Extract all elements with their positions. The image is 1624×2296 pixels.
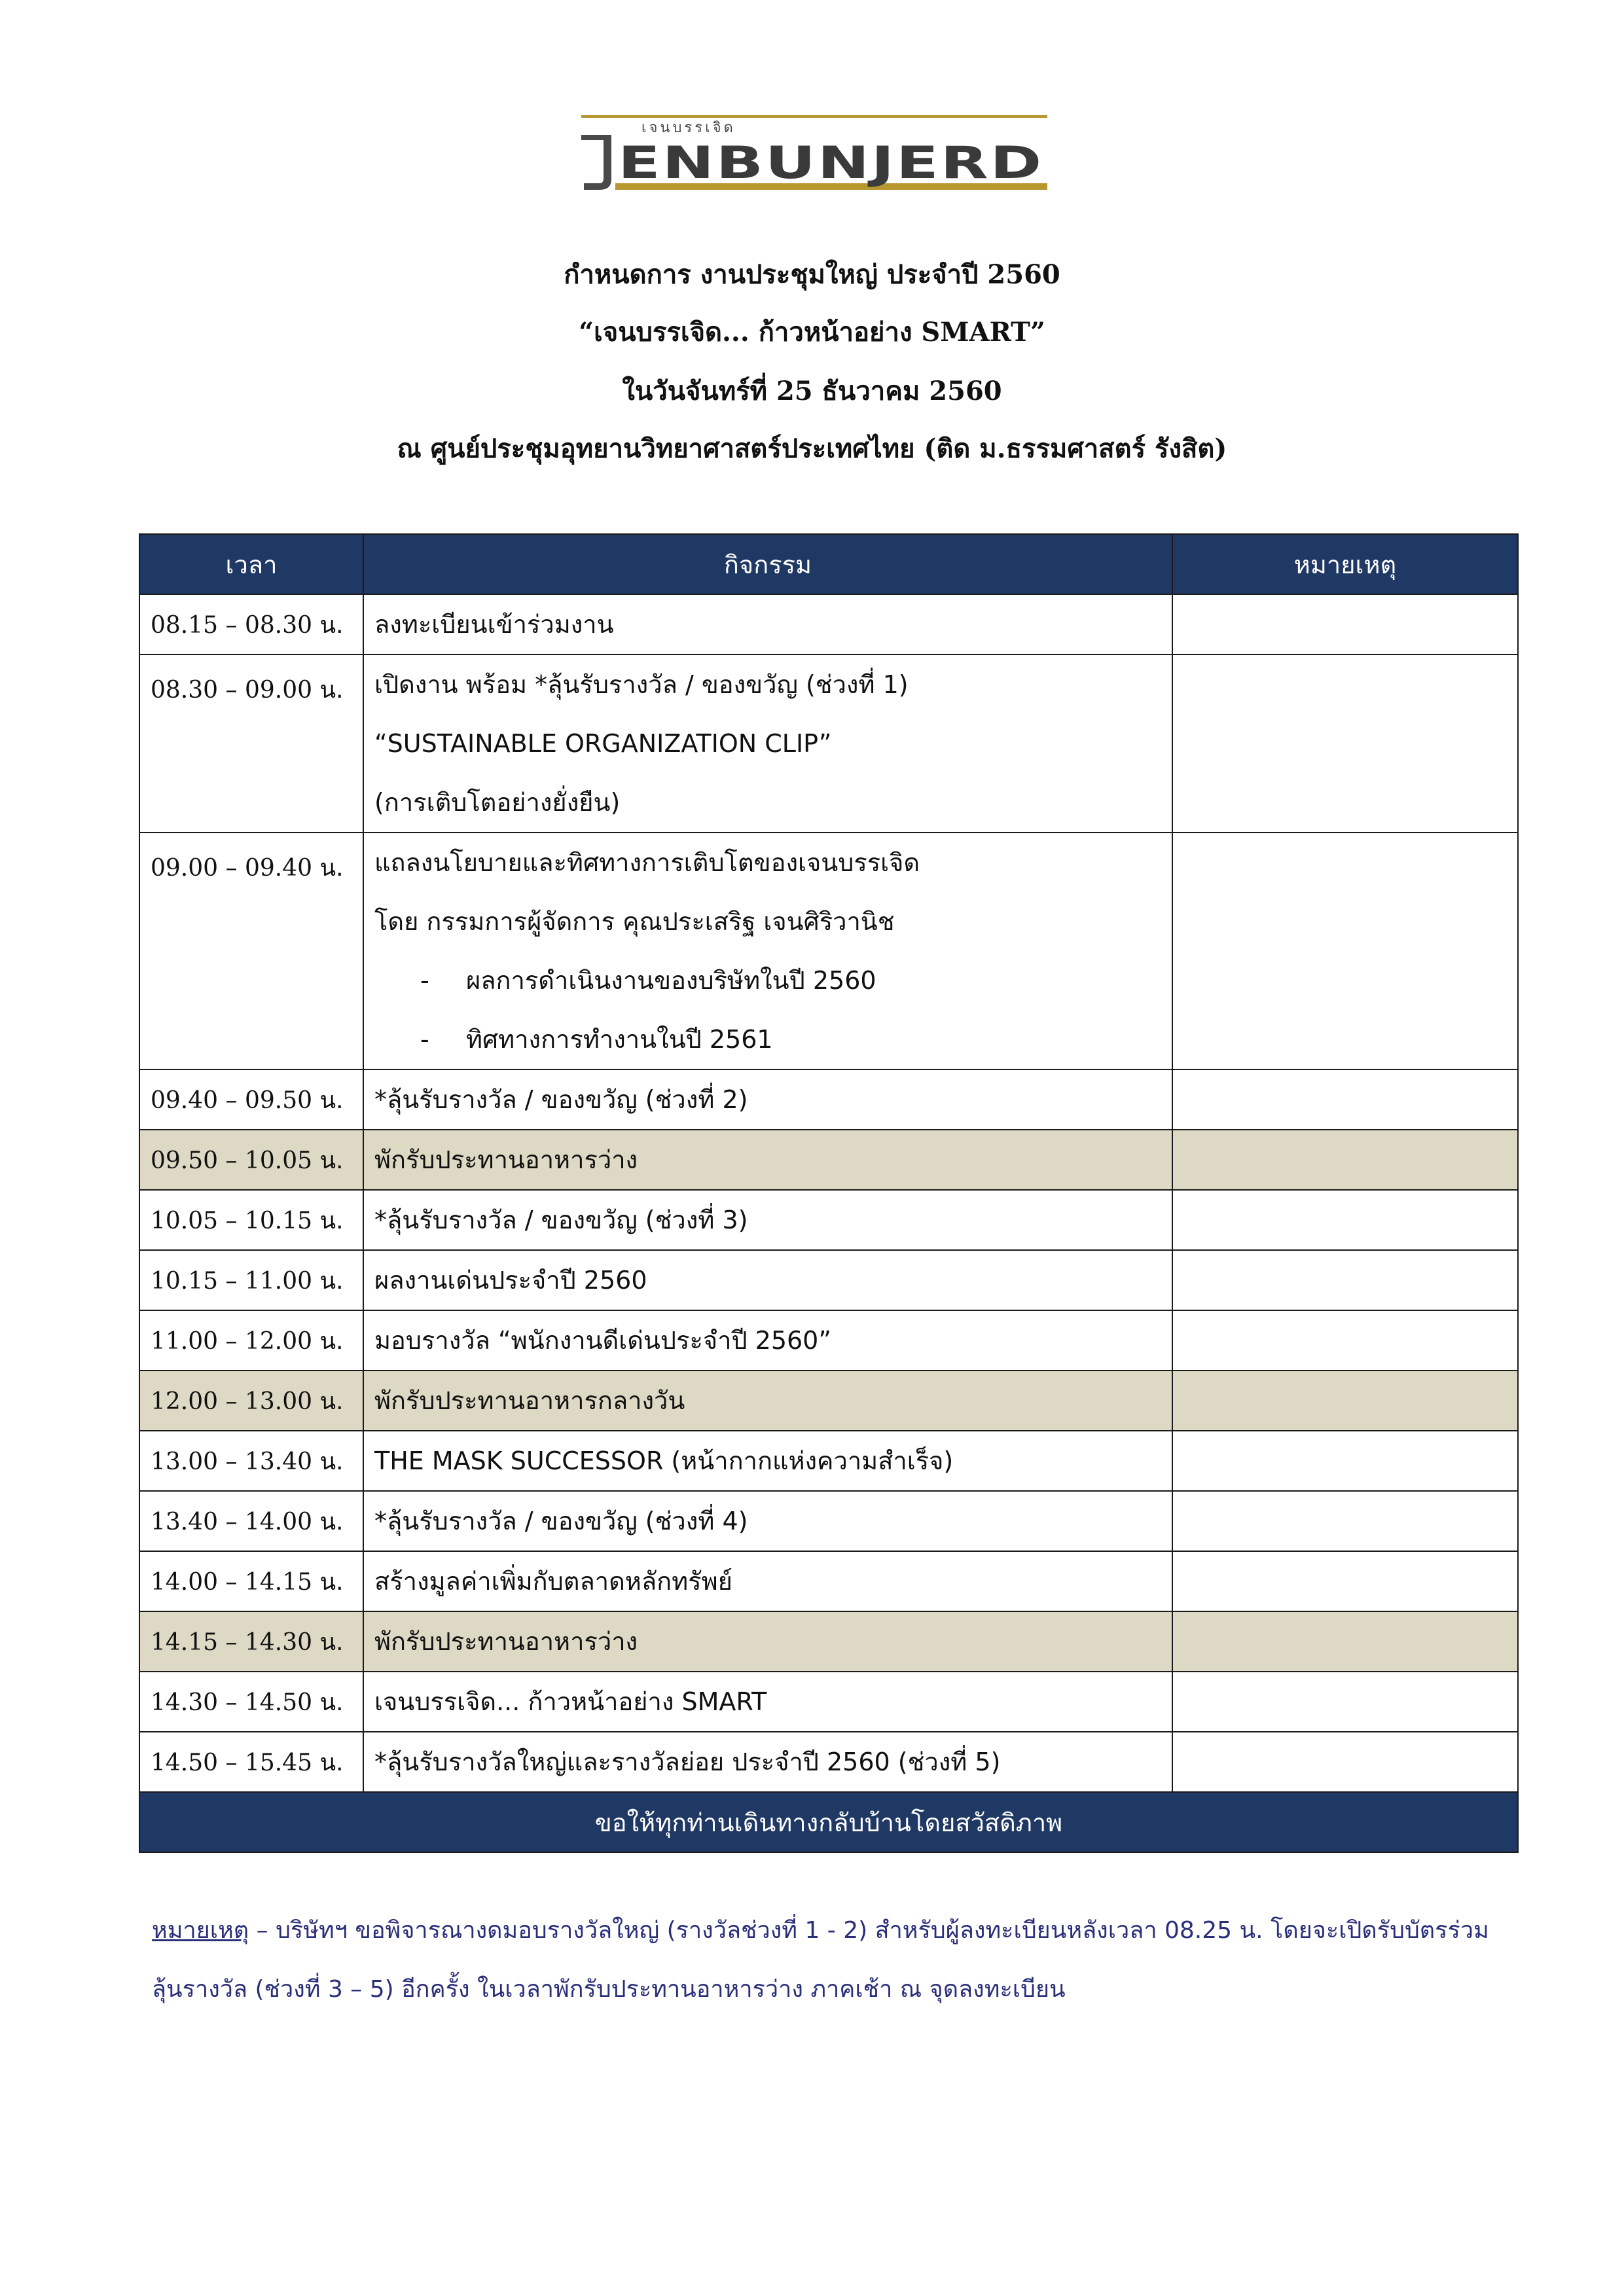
time-cell [139,1491,363,1551]
logo-top-rule [581,115,1047,118]
activity-line: เปิดงาน พร้อม *ลุ้นรับรางวัล / ของขวัญ (ช่วงที่ 1) [374,670,909,699]
time-cell [139,594,363,655]
time-range: 09.40 – 09.50 [151,1086,313,1114]
time-unit: น. [319,1086,344,1114]
time-unit: น. [319,1628,344,1656]
time-range: 11.00 – 12.00 [151,1327,313,1355]
table-row [139,833,1518,1069]
event-venue: ณ ศูนย์ประชุมอุทยานวิทยาศาสตร์ประเทศไทย (ติด ม.ธรรมศาสตร์ รังสิต) [397,433,1227,464]
time-range: 10.15 – 11.00 [151,1267,313,1295]
table-row [139,1551,1518,1611]
time-cell [139,1069,363,1130]
activity-line: “SUSTAINABLE ORGANIZATION CLIP” [374,729,832,758]
activity-line: (การเติบโตอย่างยั่งยืน) [374,788,621,817]
activity-cell [363,833,1172,1069]
table-row [139,1732,1518,1792]
event-date: ในวันจันทร์ที่ 25 ธันวาคม 2560 [622,376,1002,406]
time-range: 09.00 – 09.40 [151,855,313,882]
header-time: เวลา [139,534,363,594]
time-cell [139,1551,363,1611]
activity-bullet [374,951,1161,1010]
time-unit: น. [319,611,344,639]
note-cell [1172,1190,1518,1250]
table-row [139,1250,1518,1310]
logo-wordmark: ENBUNJERD [618,137,1043,189]
note-cell [1172,1130,1518,1190]
time-range: 14.30 – 14.50 [151,1689,313,1716]
time-cell [139,1250,363,1310]
table-row [139,1672,1518,1732]
logo-subtext: เจนบรรเจิด [641,120,736,136]
table-row [139,1431,1518,1491]
closing-message: ขอให้ทุกท่านเดินทางกลับบ้านโดยสวัสดิภาพ [139,1792,1518,1852]
activity-line: พักรับประทานอาหารกลางวัน [374,1386,685,1415]
time-range: 08.15 – 08.30 [151,611,313,639]
note-cell [1172,1491,1518,1551]
time-cell [139,1310,363,1371]
time-cell [139,1611,363,1672]
time-unit: น. [319,1327,344,1355]
time-unit: น. [319,677,344,704]
note-cell [1172,1732,1518,1792]
time-unit: น. [319,1267,344,1295]
table-row [139,594,1518,655]
time-cell [139,1672,363,1732]
table-header-row [139,534,1518,594]
activity-line: มอบรางวัล “พนักงานดีเด่นประจำปี 2560” [374,1326,832,1355]
table-footer-row [139,1792,1518,1852]
table-row [139,1611,1518,1672]
time-range: 14.15 – 14.30 [151,1628,313,1656]
table-row [139,1130,1518,1190]
activity-line: THE MASK SUCCESSOR (หน้ากากแห่งความสำเร็จ) [374,1446,954,1475]
table-row [139,1190,1518,1250]
activity-line: *ลุ้นรับรางวัล / ของขวัญ (ช่วงที่ 3) [374,1206,748,1234]
note-cell [1172,833,1518,1069]
bullet-dash: - [420,966,429,995]
activity-line: พักรับประทานอาหารว่าง [374,1627,638,1656]
table-row [139,1310,1518,1371]
activity-cell [363,1310,1172,1371]
activity-cell [363,1069,1172,1130]
table-row [139,1371,1518,1431]
logo-j-stem [584,135,611,190]
bullet-dash: - [420,1025,429,1054]
time-range: 10.05 – 10.15 [151,1207,313,1234]
activity-line: *ลุ้นรับรางวัล / ของขวัญ (ช่วงที่ 2) [374,1085,748,1114]
bullet-text: ทิศทางการทำงานในปี 2561 [466,1025,773,1054]
activity-cell [363,655,1172,833]
activity-cell [363,1431,1172,1491]
note-cell [1172,1310,1518,1371]
note-cell [1172,1431,1518,1491]
jenbunjerd-logo-graphic [581,115,1047,191]
activity-line: โดย กรรมการผู้จัดการ คุณประเสริฐ เจนศิริวานิช [374,907,895,936]
remark-paragraph [152,1901,1500,2019]
company-logo [581,115,1047,191]
time-cell [139,1190,363,1250]
activity-cell [363,1190,1172,1250]
note-cell [1172,1250,1518,1310]
remark-text: – บริษัทฯ ขอพิจารณางดมอบรางวัลใหญ่ (รางวัลช่วงที่ 1 - 2) สำหรับผู้ลงทะเบียนหลังเวลา 08.25 น. โดยจะเปิดรับบัตรร่วมลุ้นรางวัล (ช่วงที่ 3 – 5) อีกครั้ง ในเวลาพักรับประทานอาหารว่าง ภาคเช้า ณ จุดลงทะเบียน [152,1917,1489,2003]
activity-cell [363,1371,1172,1431]
activity-line: สร้างมูลค่าเพิ่มกับตลาดหลักทรัพย์ [374,1567,732,1596]
table-row [139,655,1518,833]
activity-cell [363,1551,1172,1611]
activity-cell [363,1250,1172,1310]
schedule-table [139,533,1519,1853]
time-cell [139,1371,363,1431]
note-cell [1172,1371,1518,1431]
time-range: 14.00 – 14.15 [151,1568,313,1596]
time-range: 13.40 – 14.00 [151,1508,313,1535]
note-cell [1172,1611,1518,1672]
activity-cell [363,594,1172,655]
schedule-body [139,594,1518,1792]
activity-bullet [374,1010,1161,1069]
time-unit: น. [319,1388,344,1415]
time-range: 12.00 – 13.00 [151,1388,313,1415]
note-cell [1172,1069,1518,1130]
activity-line: *ลุ้นรับรางวัลใหญ่และรางวัลย่อย ประจำปี 2560 (ช่วงที่ 5) [374,1748,1001,1776]
time-unit: น. [319,1147,344,1174]
bullet-text: ผลการดำเนินงานของบริษัทในปี 2560 [466,966,876,995]
time-unit: น. [319,1749,344,1776]
time-range: 13.00 – 13.40 [151,1448,313,1475]
note-cell [1172,1551,1518,1611]
time-range: 08.30 – 09.00 [151,677,313,704]
time-unit: น. [319,1568,344,1596]
time-unit: น. [319,1508,344,1535]
time-cell [139,833,363,1069]
table-row [139,1491,1518,1551]
time-cell [139,1732,363,1792]
note-cell [1172,1672,1518,1732]
activity-cell [363,1672,1172,1732]
remark-label: หมายเหตุ [152,1917,249,1944]
activity-line: ลงทะเบียนเข้าร่วมงาน [374,610,614,639]
activity-line: *ลุ้นรับรางวัล / ของขวัญ (ช่วงที่ 4) [374,1507,748,1535]
event-theme: “เจนบรรเจิด... ก้าวหน้าอย่าง SMART” [579,317,1045,348]
table-row [139,1069,1518,1130]
time-unit: น. [319,1448,344,1475]
header-note: หมายเหตุ [1172,534,1518,594]
time-unit: น. [319,855,344,882]
activity-cell [363,1130,1172,1190]
time-range: 14.50 – 15.45 [151,1749,313,1776]
time-cell [139,1130,363,1190]
header-activity: กิจกรรม [363,534,1172,594]
activity-cell [363,1732,1172,1792]
activity-cell [363,1491,1172,1551]
time-cell [139,1431,363,1491]
activity-line: แถลงนโยบายและทิศทางการเติบโตของเจนบรรเจิด [374,848,920,877]
schedule-title: กำหนดการ งานประชุมใหญ่ ประจำปี 2560 [564,259,1060,290]
time-unit: น. [319,1207,344,1234]
activity-cell [363,1611,1172,1672]
time-range: 09.50 – 10.05 [151,1147,313,1174]
note-cell [1172,594,1518,655]
note-cell [1172,655,1518,833]
activity-line: พักรับประทานอาหารว่าง [374,1145,638,1174]
activity-line: ผลงานเด่นประจำปี 2560 [374,1266,647,1295]
time-cell [139,655,363,833]
activity-line: เจนบรรเจิด... ก้าวหน้าอย่าง SMART [374,1687,767,1716]
time-unit: น. [319,1689,344,1716]
